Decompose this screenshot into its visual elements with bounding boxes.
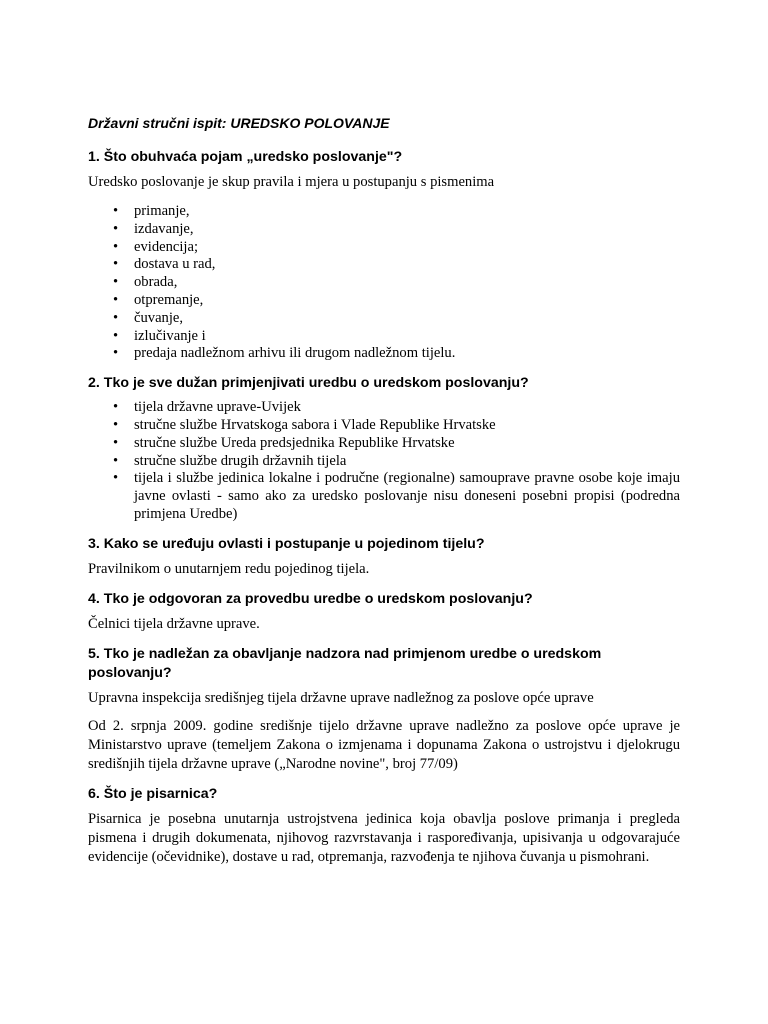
answer-5-detail: Od 2. srpnja 2009. godine središnje tijelo državne uprave nadležno za poslove opće uprave je Ministarstvo uprave (temeljem Zakona o izmjenama i dopunama Zakona o ustrojstvu i djelokrugu središnjih tijela državne uprave („Narodne novine", broj 77/09) (88, 717, 680, 772)
document-title: Državni stručni ispit: UREDSKO POLOVANJE (88, 115, 390, 131)
answer-2-list (88, 399, 680, 524)
list-item: • dostava u rad, (113, 256, 216, 273)
question-4: 4. Tko je odgovoran za provedbu uredbe o uredskom poslovanju? (88, 590, 533, 607)
answer-5: Upravna inspekcija središnjeg tijela državne uprave nadležnog za poslove opće uprave (88, 689, 594, 706)
list-item: • izlučivanje i (113, 327, 206, 344)
bullet-icon: • (113, 220, 119, 237)
bullet-icon: • (113, 238, 119, 255)
list-item: • predaja nadležnom arhivu ili drugom nadležnom tijelu. (113, 345, 456, 362)
list-item: • otpremanje, (113, 291, 204, 308)
bullet-icon: • (113, 203, 119, 219)
list-item: • tijela državne uprave-Uvijek (113, 399, 301, 416)
list-item: • stručne službe Hrvatskoga sabora i Vlade Republike Hrvatske (113, 416, 496, 433)
list-item: • primanje, (113, 203, 190, 219)
bullet-icon: • (113, 416, 119, 433)
bullet-icon: • (113, 256, 119, 273)
bullet-icon: • (113, 309, 119, 326)
bullet-icon: • (113, 327, 119, 344)
list-item: • tijela i službe jedinica lokalne i područne (regionalne) samouprave pravne osobe koje imaju javne ovlasti - samo ako za uredsko poslovanje nisu doneseni posebni propisi (podredna primjena Uredbe) (113, 470, 680, 522)
bullet-icon: • (113, 399, 119, 416)
list-item: • izdavanje, (113, 220, 194, 237)
answer-6: Pisarnica je posebna unutarnja ustrojstvena jedinica koja obavlja poslove primanja i pregleda pismena i drugih dokumenata, njihovog razvrstavanja i raspoređivanja, upisivanja u odgovarajuće evidencije (očevidnike), dostave u rad, otpremanja, razvođenja te njihova čuvanja u pismohrani. (88, 810, 680, 865)
list-item: • čuvanje, (113, 309, 184, 326)
question-1: 1. Što obuhvaća pojam „uredsko poslovanje"? (88, 149, 403, 165)
bullet-icon: • (113, 345, 119, 362)
list-item: • obrada, (113, 274, 178, 291)
question-3: 3. Kako se uređuju ovlasti i postupanje u pojedinom tijelu? (88, 535, 485, 552)
answer-1-intro: Uredsko poslovanje je skup pravila i mjera u postupanju s pismenima (88, 174, 495, 190)
bullet-icon: • (113, 470, 119, 487)
list-item: • stručne službe Ureda predsjednika Republike Hrvatske (113, 434, 455, 451)
answer-3: Pravilnikom o unutarnjem redu pojedinog tijela. (88, 560, 370, 577)
answer-1-list (88, 203, 680, 363)
list-item: • evidencija; (113, 238, 199, 255)
question-6: 6. Što je pisarnica? (88, 785, 218, 802)
bullet-icon: • (113, 452, 119, 469)
bullet-icon: • (113, 274, 119, 291)
bullet-icon: • (113, 291, 119, 308)
list-item: • stručne službe drugih državnih tijela (113, 452, 347, 469)
bullet-icon: • (113, 434, 119, 451)
question-5: 5. Tko je nadležan za obavljanje nadzora nad primjenom uredbe o uredskom poslovanju? (88, 645, 602, 681)
question-2: 2. Tko je sve dužan primjenjivati uredbu o uredskom poslovanju? (88, 375, 529, 392)
answer-4: Čelnici tijela državne uprave. (88, 615, 260, 632)
